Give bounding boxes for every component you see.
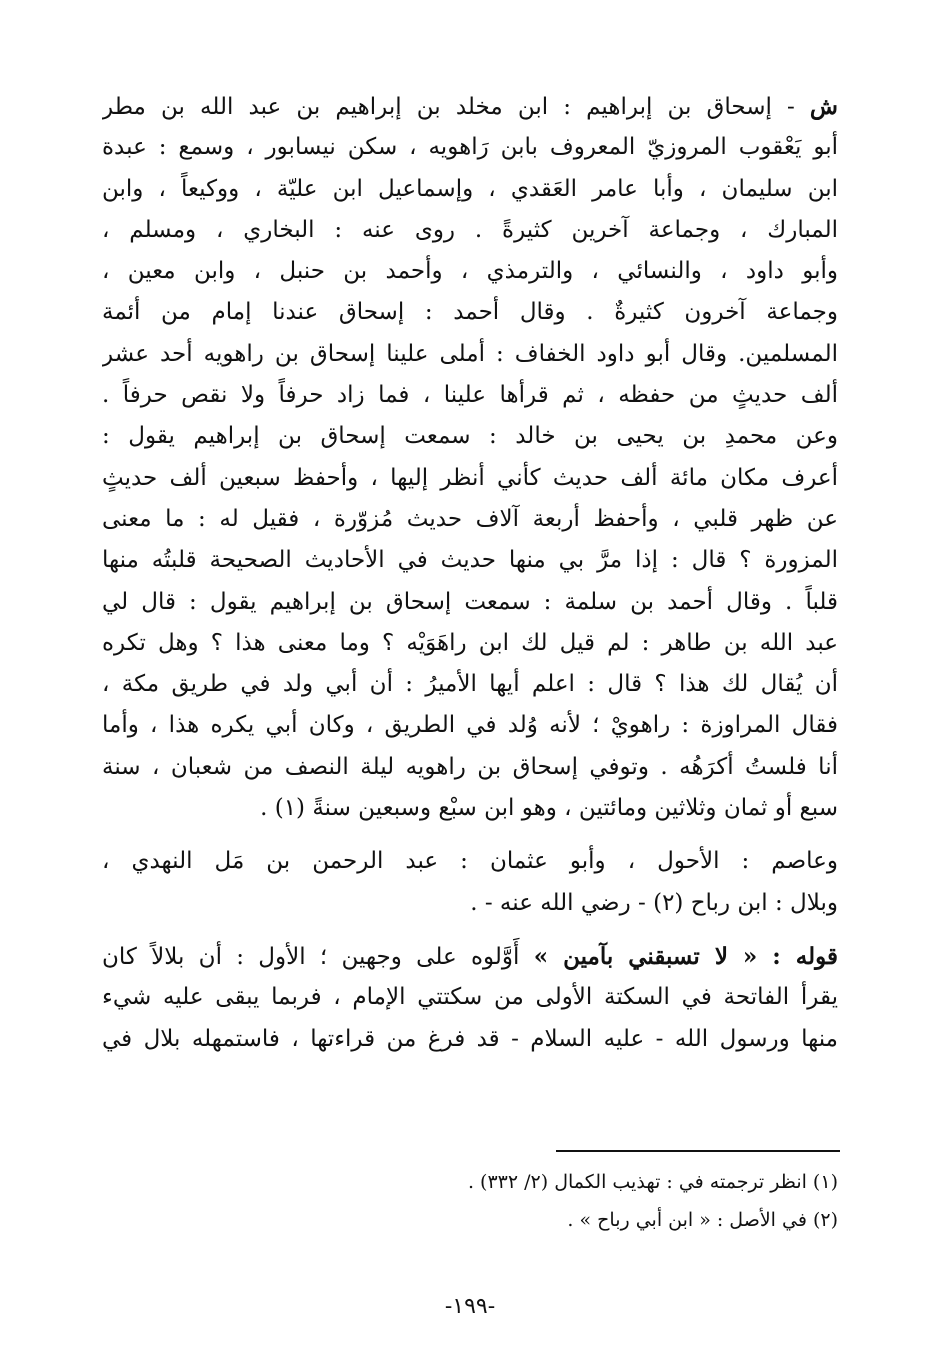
text-line: أنا فلستُ أكرَهُه . وتوفي إسحاق بن راهويه ليلة النصف من شعبان ، سنة	[102, 753, 838, 780]
text-line: وبلال : ابن رباح (٢) - رضي الله عنه - .	[470, 889, 838, 916]
text-line: وعاصم : الأحول ، وأبو عثمان : عبد الرحمن بن مَل النهدي ،	[102, 848, 838, 875]
text-line: أبو يَعْقوب المروزيّ المعروف بابن رَاهويه ، سكن نيسابور ، وسمع : عبدة	[102, 134, 838, 161]
quoted-hadith: قوله : « لا تسبقني بآمين »	[533, 942, 838, 970]
page-number: -١٩٩-	[444, 1294, 496, 1319]
text-line: قلباً . وقال أحمد بن سلمة : سمعت إسحاق بن إبراهيم يقول : قال لي	[102, 588, 838, 615]
text-line: أعرف مكان مائة ألف حديث كأني أنظر إليها ، وأحفظ سبعين ألف حديثٍ	[102, 464, 838, 491]
text-line: وعن محمدِ بن يحيى بن خالد : سمعت إسحاق بن إبراهيم يقول :	[102, 423, 838, 450]
text-line: المسلمين. وقال أبو داود الخفاف : أملى علينا إسحاق بن راهويه أحد عشر	[102, 340, 838, 367]
text-line: المبارك ، وجماعة آخرين كثيرةً . روى عنه : البخاري ، ومسلم ،	[102, 216, 838, 243]
text-line: ألف حديثٍ من حفظه ، ثم قرأها علينا ، فما زاد حرفاً ولا نقص حرفاً .	[102, 382, 838, 409]
text-line: يقرأ الفاتحة في السكتة الأولى من سكتتي الإمام ، فربما يبقى عليه شيء	[102, 984, 838, 1011]
commentary-label: ش	[809, 93, 838, 120]
text-line: عبد الله بن طاهر : لم قيل لك ابن راهَوَيْه ؟ وما معنى هذا ؟ وهل تكره	[102, 629, 838, 656]
text-line: المزورة ؟ قال : إذا مرَّ بي منها حديث في الأحاديث الصحيحة قلبتُه منها	[102, 547, 838, 574]
paragraph-spacer	[102, 829, 838, 841]
text-line: ش - إسحاق بن إبراهيم : ابن مخلد بن إبراهيم بن عبد الله بن مطر	[102, 93, 838, 120]
text-line: وجماعة آخرون كثيرةٌ . وقال أحمد : إسحاق عندنا إمام من أئمة	[102, 299, 838, 326]
paragraph-narrators	[102, 841, 838, 924]
paragraph-spacer	[102, 924, 838, 936]
footnotes	[102, 1163, 838, 1239]
footnote-2: (٢) في الأصل : « ابن أبي رباح » .	[567, 1209, 838, 1231]
text-line: سبع أو ثمان وثلاثين ومائتين ، وهو ابن سبْع وسبعين سنةً (١) .	[260, 795, 838, 822]
text-line: فقال المراوزة : راهويْ ؛ لأنه وُلد في الطريق ، وكان أبي يكره هذا ، وأما	[102, 712, 838, 739]
text-line: قوله : « لا تسبقني بآمين » أَوَّلوه على وجهين ؛ الأول : أن بلالاً كان	[102, 942, 838, 970]
text-line: أن يُقال لك هذا ؟ قال : اعلم أيها الأميرُ : أن أبي ولد في طريق مكة ،	[102, 671, 838, 698]
footnote-separator	[556, 1150, 840, 1152]
paragraph-biography	[102, 86, 838, 829]
paragraph-commentary	[102, 936, 838, 1060]
text-line: وأبو داود ، والنسائي ، والترمذي ، وأحمد بن حنبل ، وابن معين ،	[102, 258, 838, 285]
text-line: منها ورسول الله - عليه السلام - قد فرغ من قراءتها ، فاستمهله بلال في	[102, 1025, 838, 1052]
footnote-1: (١) انظر ترجمته في : تهذيب الكمال (٢/ ٣٣٢) .	[467, 1171, 838, 1193]
text-line: عن ظهر قلبي ، وأحفظ أربعة آلاف حديث مُزوّرة ، فقيل له : ما معنى	[102, 505, 838, 532]
text-line: ابن سليمان ، وأبا عامر العَقدي ، وإسماعيل ابن عليّة ، ووكيعاً ، وابن	[102, 175, 838, 202]
